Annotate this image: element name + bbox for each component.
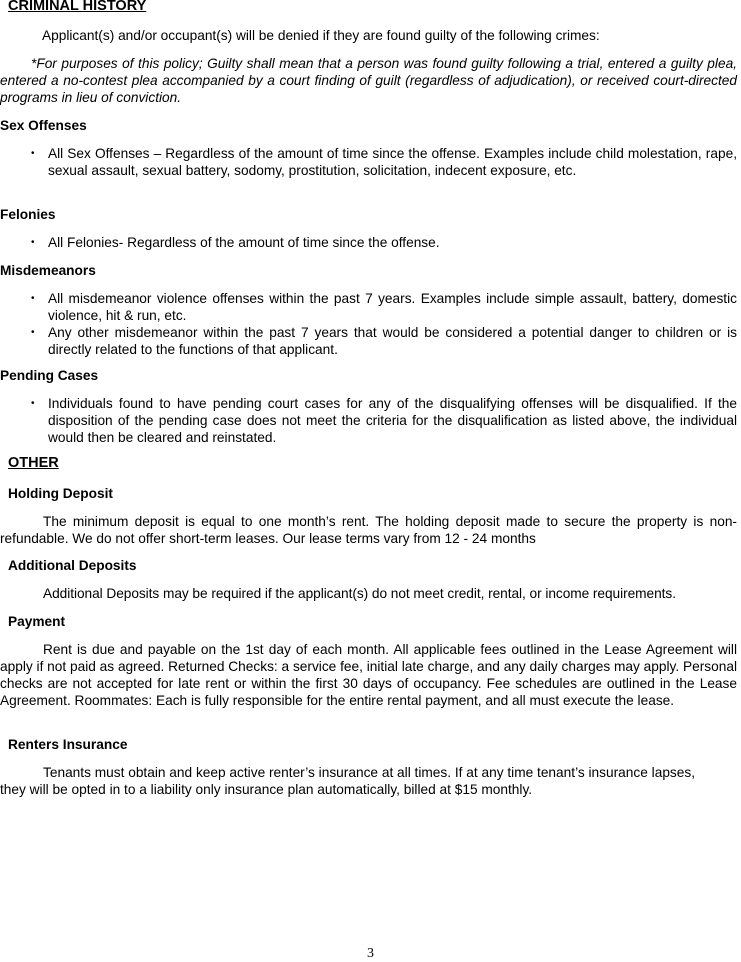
payment-text: Rent is due and payable on the 1st day of each month. All applicable fees outlined in the Lease Agreement will apply if not paid as agreed. Returned Checks: a service fee, initial late charge, and any daily charges may apply. Personal checks are not accepted for late rent or within the first 30 days of occupancy. Fee schedules are outlined in the Lease Agreement. Roommates: Each is fully responsible for the entire rental payment, and all must execute the lease. xyxy=(0,642,738,708)
sex-offenses-list xyxy=(0,145,737,179)
misdemeanors-list xyxy=(0,290,737,358)
bullet-icon: • xyxy=(31,148,35,159)
other-heading: OTHER xyxy=(8,455,59,471)
pending-cases-list xyxy=(0,395,737,446)
additional-deposits-text: Additional Deposits may be required if the applicant(s) do not meet credit, rental, or income requirements. xyxy=(43,586,676,601)
bullet-icon: • xyxy=(31,293,35,304)
bullet-icon: • xyxy=(31,327,35,338)
list-item-text: All Felonies- Regardless of the amount of time since the offense. xyxy=(48,235,440,250)
list-item xyxy=(0,234,737,251)
list-item xyxy=(0,395,737,446)
additional-deposits-title: Additional Deposits xyxy=(8,558,137,573)
guilty-definition-note: *For purposes of this policy; Guilty shall mean that a person was found guilty following a trial, entered a guilty plea, entered a no-contest plea accompanied by a court finding of guilt (regardless of adjudication), or received court-directed programs in lieu of conviction. xyxy=(0,56,737,105)
felonies-list xyxy=(0,234,737,251)
criminal-history-heading: CRIMINAL HISTORY xyxy=(8,0,147,14)
criminal-history-intro: Applicant(s) and/or occupant(s) will be denied if they are found guilty of the following crimes: xyxy=(42,28,600,43)
page-number: 3 xyxy=(367,946,374,961)
list-item-text: All misdemeanor violence offenses within the past 7 years. Examples include simple assault, battery, domestic violence, hit & run, etc. xyxy=(48,291,737,323)
holding-deposit-title: Holding Deposit xyxy=(8,486,113,501)
renters-insurance-text: Tenants must obtain and keep active renter’s insurance at all times. If at any time tenant’s insurance lapses, they will be opted in to a liability only insurance plan automatically, billed at $15 monthly. xyxy=(0,765,696,797)
list-item-text: Individuals found to have pending court cases for any of the disqualifying offenses will be disqualified. If the disposition of the pending case does not meet the criteria for the disqualification as listed above, the individual would then be cleared and reinstated. xyxy=(48,396,737,445)
list-item xyxy=(0,290,737,324)
misdemeanors-title: Misdemeanors xyxy=(0,263,96,278)
felonies-title: Felonies xyxy=(0,207,56,222)
renters-insurance-title: Renters Insurance xyxy=(8,737,128,752)
pending-cases-title: Pending Cases xyxy=(0,368,99,383)
holding-deposit-text: The minimum deposit is equal to one month’s rent. The holding deposit made to secure the property is non- refundable. We do not offer short-term leases. Our lease terms vary from 12 - 24 months xyxy=(0,514,737,546)
sex-offenses-title: Sex Offenses xyxy=(0,118,87,133)
list-item xyxy=(0,324,737,358)
list-item-text: Any other misdemeanor within the past 7 years that would be considered a potential danger to children or is directly related to the functions of that applicant. xyxy=(48,325,737,357)
bullet-icon: • xyxy=(31,398,35,409)
list-item-text: All Sex Offenses – Regardless of the amount of time since the offense. Examples include child molestation, rape, sexual assault, sexual battery, sodomy, prostitution, solicitation, indecent exposure, etc. xyxy=(48,146,737,178)
payment-title: Payment xyxy=(8,614,66,629)
bullet-icon: • xyxy=(31,237,35,248)
list-item xyxy=(0,145,737,179)
